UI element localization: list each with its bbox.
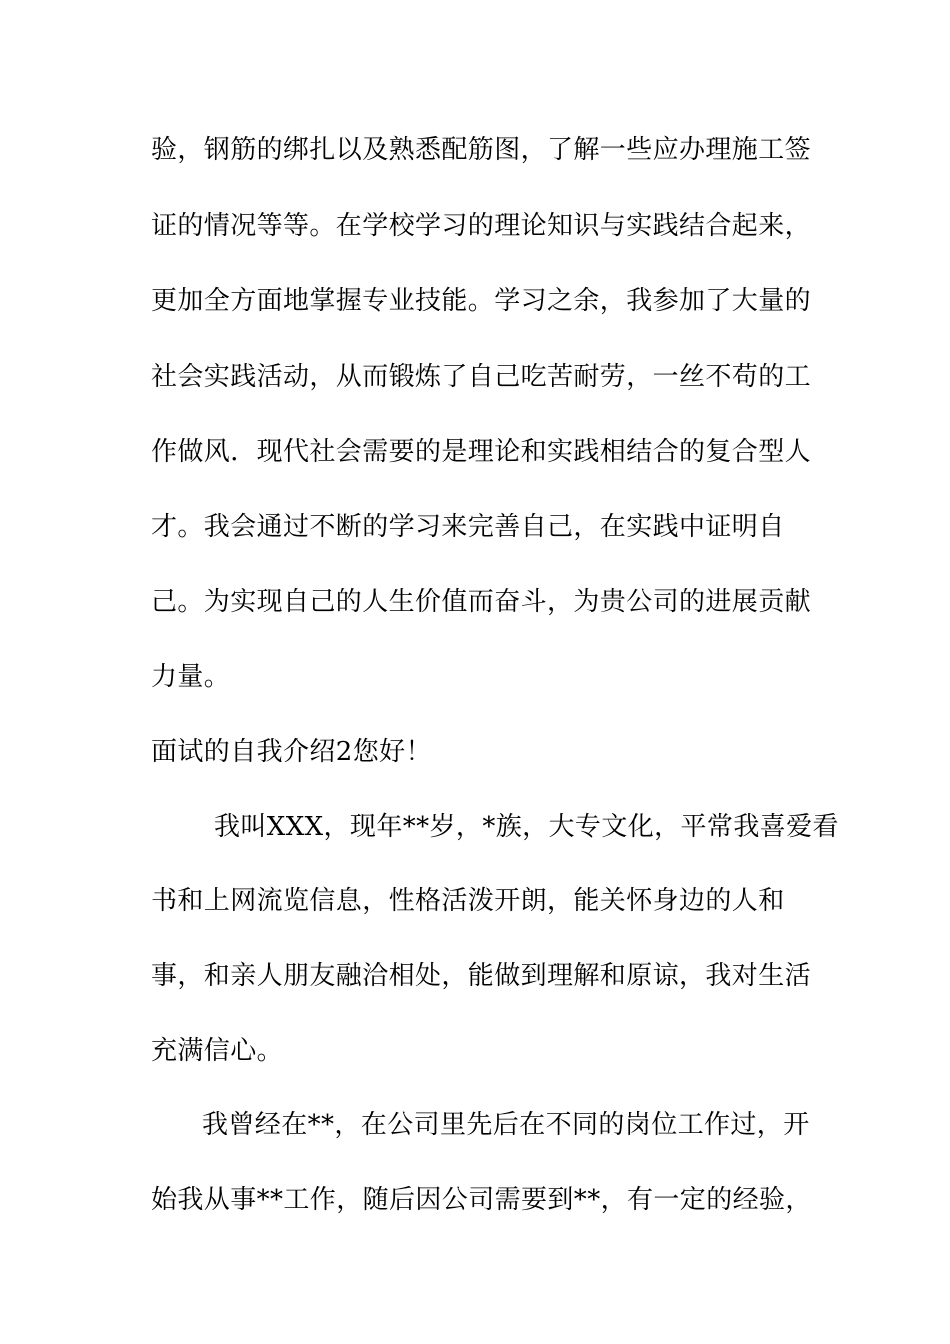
text-line: 己。为实现自己的人生价值而奋斗，为贵公司的进展贡献	[151, 587, 812, 617]
section-heading: 面试的自我介绍2您好！	[151, 737, 432, 767]
text-line: 充满信心。	[151, 1036, 284, 1066]
text-line: 书和上网流览信息，性格活泼开朗，能关怀身边的人和	[151, 886, 785, 916]
text-line: 更加全方面地掌握专业技能。学习之余，我参加了大量的	[151, 286, 812, 316]
text-line: 验，钢筋的绑扎以及熟悉配筋图，了解一些应办理施工签	[151, 135, 812, 165]
text-line: 作做风．现代社会需要的是理论和实践相结合的复合型人	[151, 437, 812, 467]
text-line: 才。我会通过不断的学习来完善自己，在实践中证明自	[151, 512, 785, 542]
text-line: 我曾经在**，在公司里先后在不同的岗位工作过，开	[202, 1110, 810, 1140]
text-line: 我叫XXX，现年**岁，*族，大专文化，平常我喜爱看	[214, 812, 839, 842]
text-line: 事，和亲人朋友融洽相处，能做到理解和原谅，我对生活	[151, 961, 812, 991]
text-line: 社会实践活动，从而锻炼了自己吃苦耐劳，一丝不苟的工	[151, 362, 812, 392]
text-line: 证的情况等等。在学校学习的理论知识与实践结合起来，	[151, 211, 812, 241]
text-line: 始我从事**工作，随后因公司需要到**，有一定的经验，	[151, 1185, 812, 1215]
text-line: 力量。	[151, 662, 231, 692]
